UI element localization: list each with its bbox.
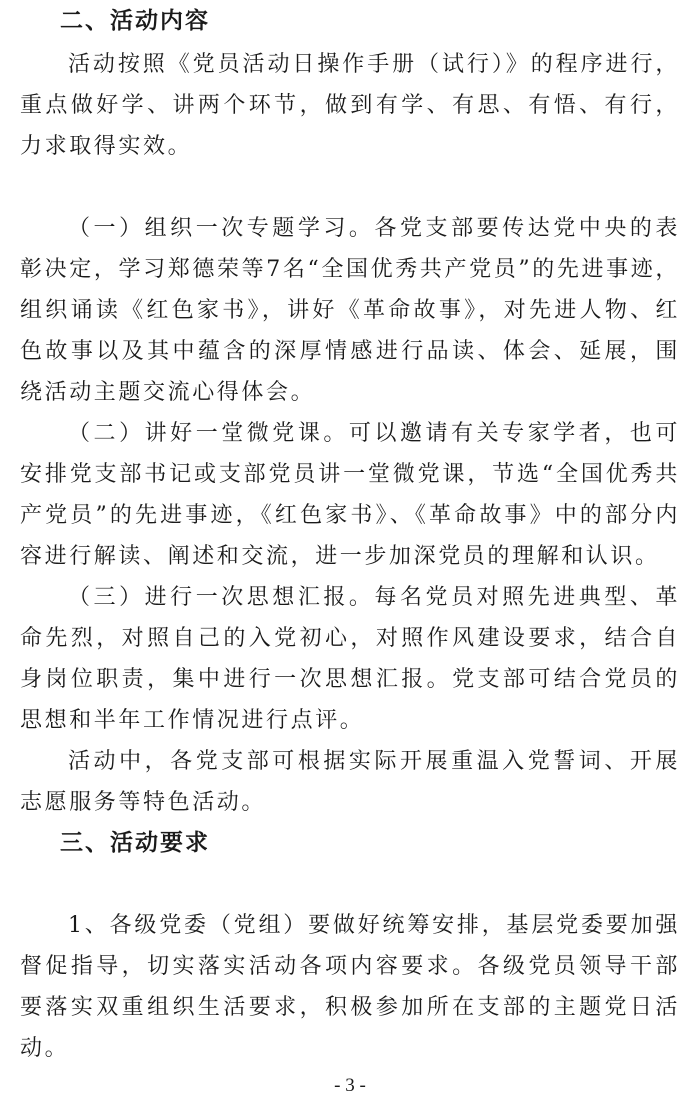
page-number: - 3 - [334,1075,366,1096]
section-heading-activity-content: 二、活动内容 [60,8,210,34]
paragraph-procedure: 活动按照《党员活动日操作手册（试行）》的程序进行，重点做好学、讲两个环节，做到有学、有思、有悟、有行，力求取得实效。 [20,52,680,159]
paragraph-study-session: （一）组织一次专题学习。各党支部要传达党中央的表彰决定，学习郑德荣等7名“全国优秀共产党员”的先进事迹，组织诵读《红色家书》，讲好《革命故事》，对先进人物、红色故事以及其中蕴含的深厚情感进行品读、体会、延展，围绕活动主题交流心得体会。 [20,216,680,405]
paragraph-thought-report: （三）进行一次思想汇报。每名党员对照先进典型、革命先烈，对照自己的入党初心，对照作风建设要求，结合自身岗位职责，集中进行一次思想汇报。党支部可结合党员的思想和半年工作情况进行点评。 [20,585,680,733]
paragraph-micro-party-lesson: （二）讲好一堂微党课。可以邀请有关专家学者，也可安排党支部书记或支部党员讲一堂微党课，节选“全国优秀共产党员”的先进事迹，《红色家书》、《革命故事》中的部分内容进行解读、阐述和交流，进一步加深党员的理解和认识。 [20,421,680,569]
paragraph-special-activities: 活动中，各党支部可根据实际开展重温入党誓词、开展志愿服务等特色活动。 [20,749,680,815]
section-heading-activity-requirements: 三、活动要求 [60,830,210,856]
paragraph-requirement-1: 1、各级党委（党组）要做好统筹安排，基层党委要加强督促指导，切实落实活动各项内容要求。各级党员领导干部要落实双重组织生活要求，积极参加所在支部的主题党日活动。 [20,913,680,1061]
